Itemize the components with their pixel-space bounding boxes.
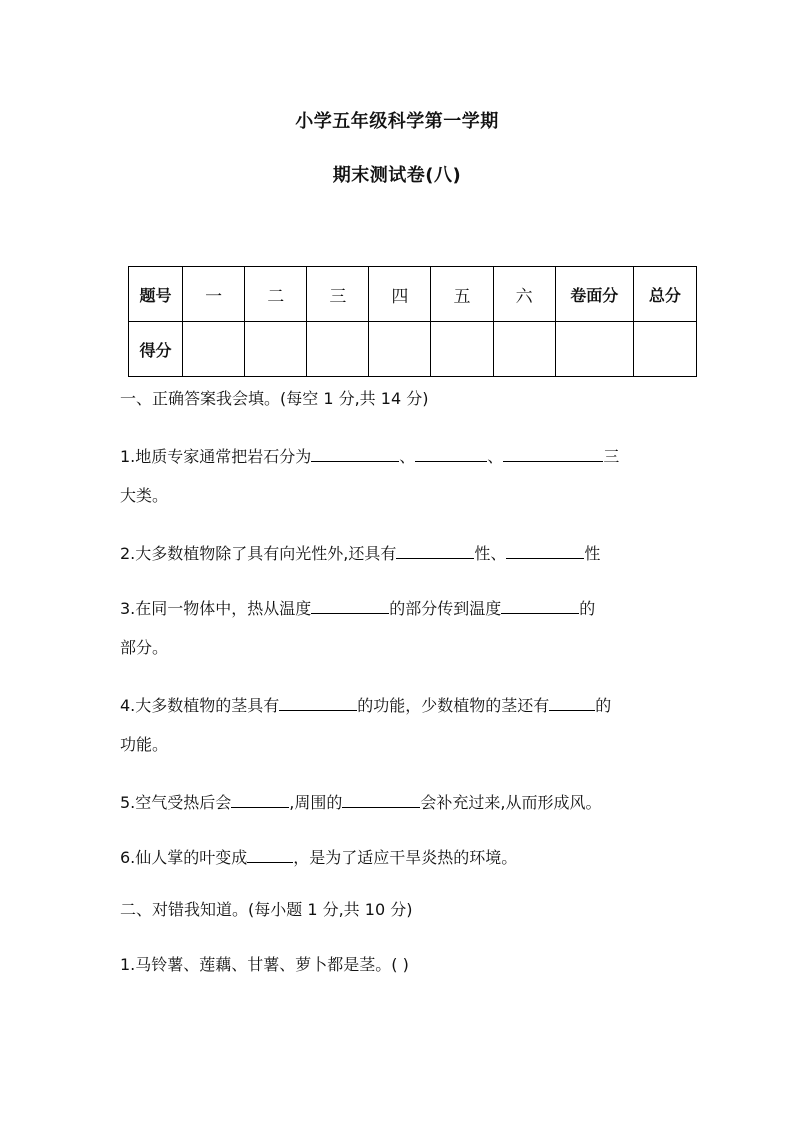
q1-1-text: 1.地质专家通常把岩石分为 [120,447,312,466]
answer-blank[interactable] [231,789,289,808]
section1-heading: 一、正确答案我会填。(每空 1 分,共 14 分) [120,389,429,408]
answer-blank[interactable] [247,844,293,863]
score-cell-6[interactable] [493,322,555,377]
q1-5-text: 5.空气受热后会 [120,793,232,812]
q1-3-mid: 的部分传到温度 [389,599,502,618]
score-cell-total[interactable] [633,322,696,377]
exam-title-line1: 小学五年级科学第一学期 [295,111,499,132]
answer-blank[interactable] [311,443,399,462]
q1-1-sep1: 、 [399,447,416,466]
score-header-total: 总分 [633,267,696,322]
score-cell-3[interactable] [307,322,369,377]
q1-6-end: ，是为了适应干旱炎热的环境。 [293,848,518,867]
answer-blank[interactable] [503,443,603,462]
section2-heading: 二、对错我知道。(每小题 1 分,共 10 分) [120,900,413,919]
score-header-part-1: 一 [183,267,245,322]
answer-blank[interactable] [279,692,357,711]
q1-2-end: 性 [584,544,601,563]
score-cell-paper[interactable] [555,322,633,377]
q1-1-end: 三 [603,447,620,466]
question-1-5 [120,789,680,814]
score-table-header-row [129,267,697,322]
score-row-label: 得分 [129,322,183,377]
score-header-part-4: 四 [369,267,431,322]
answer-blank[interactable] [506,540,584,559]
q1-5-mid: ,周围的 [289,793,343,812]
question-1-1-cont: 大类。 [120,486,169,505]
q1-3-text: 3.在同一物体中，热从温度 [120,599,312,618]
q1-2-text: 2.大多数植物除了具有向光性外,还具有 [120,544,397,563]
question-2-1: 1.马铃薯、莲藕、甘薯、萝卜都是茎。( ) [120,955,409,974]
q1-3-end: 的 [579,599,596,618]
score-table [128,266,697,377]
answer-blank[interactable] [396,540,474,559]
answer-blank[interactable] [501,595,579,614]
q1-4-end: 的 [595,696,612,715]
question-1-1 [120,443,680,468]
score-table-score-row [129,322,697,377]
score-cell-2[interactable] [245,322,307,377]
question-1-4 [120,692,680,717]
question-1-6 [120,844,680,869]
q1-4-mid: 的功能，少数植物的茎还有 [357,696,550,715]
score-header-part-6: 六 [493,267,555,322]
question-1-4-cont: 功能。 [120,735,169,754]
score-cell-1[interactable] [183,322,245,377]
q1-6-text: 6.仙人掌的叶变成 [120,848,248,867]
exam-title-line2: 期末测试卷(八) [332,165,462,186]
question-1-2 [120,540,680,565]
score-cell-4[interactable] [369,322,431,377]
score-header-paper-score: 卷面分 [555,267,633,322]
q1-4-text: 4.大多数植物的茎具有 [120,696,280,715]
score-header-label: 题号 [129,267,183,322]
score-header-part-5: 五 [431,267,493,322]
q1-5-end: 会补充过来,从而形成风。 [420,793,602,812]
score-header-part-2: 二 [245,267,307,322]
q1-1-sep2: 、 [487,447,504,466]
answer-blank[interactable] [311,595,389,614]
answer-blank[interactable] [549,692,595,711]
score-header-part-3: 三 [307,267,369,322]
answer-blank[interactable] [342,789,420,808]
question-1-3 [120,595,680,620]
answer-blank[interactable] [415,443,487,462]
q1-2-sep1: 性、 [474,544,507,563]
score-cell-5[interactable] [431,322,493,377]
question-1-3-cont: 部分。 [120,638,169,657]
